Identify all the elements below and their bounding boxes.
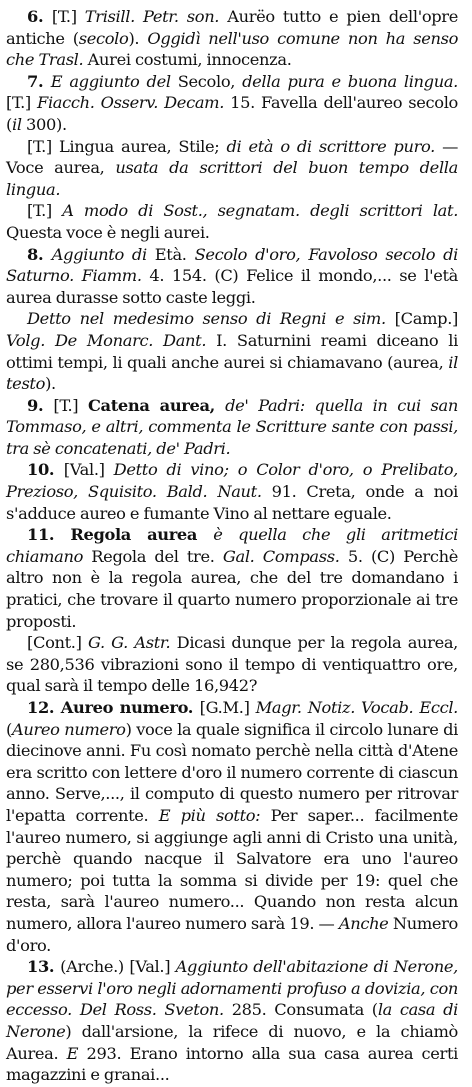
body-text: Dicasi dunque per la regola aurea, se 280,536 vibrazioni sono il tempo di ventiquattro ore, qual sarà il tempo delle 16,942? [6,633,458,696]
italic-text: Detto nel medesimo senso di Regni e sim. [27,309,395,329]
body-text: Aurei costumi, innocenza. [87,50,292,70]
entry-number: 6. [27,7,52,26]
body-text: [Camp.] [394,309,458,329]
headword: Aureo numero. [60,698,200,717]
body-text: 5. (C) Perchè altro non è la regola aurea, che del tre domandano i pratici, che trovare il quarto numero proporzionale ai tre proposti. [6,546,458,631]
body-text: 285. Consumata ( [231,1000,378,1020]
italic-text: secolo [78,28,129,48]
body-text: Aurëo tutto e pien dell'opre antiche ( [6,7,458,48]
entry-paragraph-e11 [6,524,458,632]
body-text: I. Saturnini reami diceano li ottimi tempi, li quali anche aurei si chiamavano (aurea, [6,330,458,372]
entry-number: 8. [27,244,52,264]
headword: Catena aurea, [87,395,226,415]
italic-text: il [12,114,27,134]
body-text: 91. Creta, onde a noi s'adduce aureo e fumante Vino al nettare eguale. [6,482,459,523]
body-text: Secolo, [177,71,243,91]
italic-text: Anche [338,913,393,933]
body-text: 300). [26,114,67,134]
body-text: [G.M.] [199,698,256,717]
italic-text: la casa di Nerone [6,1000,458,1041]
body-text: Età. [154,244,195,264]
body-text: Questa voce è negli aurei. [6,222,210,242]
entry-paragraph-e7c [6,200,458,243]
entry-paragraph-e6 [6,6,458,71]
italic-text: E aggiunto del [50,71,178,91]
italic-text: Oggidì nell'uso comune non ha senso che Trasl. [6,28,459,70]
italic-text: di età o di scrittore puro. [226,136,443,156]
italic-text: Aggiunto di [51,244,155,264]
entry-number: 10. [27,460,64,480]
entry-paragraph-e12 [6,697,458,956]
italic-text: della pura e buona lingua. [242,71,458,91]
italic-text: Secolo d'oro, Favoloso secolo di Saturno. Fiamm. [6,244,459,286]
body-text: Per saper... facilmente l'aureo numero, si aggiunge agli anni di Cristo una unità, perchè quando nacque il Salvatore era uno l'aureo numero; poi tutta la somma si divide per 19: quel che resta, sarà l'aureo numero... Quando non resta alcun numero, allora l'aureo numero sarà 19. — [6,805,458,933]
italic-text: Fiacch. Osserv. Decam. [37,93,231,113]
italic-text: Magr. Notiz. Vocab. Eccl. [255,698,459,717]
entry-paragraph-e11b [6,632,458,697]
body-text: ) voce la quale significa il circolo lunare di diecinove anni. Fu così nomato perchè nella città d'Atene era scritto con lettere d'oro il numero corrente di ciascun anno. Serve,..., il computo di questo numero per ritrovar l'epatta corrente. [6,719,459,825]
entry-paragraph-e10 [6,459,458,524]
body-text: (Arche.) [Val.] [60,957,176,977]
body-text: Numero d'oro. [6,913,458,955]
italic-text: Aggiunto dell'abitazione di Nerone, per esservi l'oro negli adornamenti profuso a dovizia, con eccesso. Del Ross. Sveton. [6,957,458,1020]
entry-paragraph-e9 [6,395,458,460]
entry-number: 12. [27,698,61,717]
body-text: ). [128,28,148,48]
italic-text: A modo di Sost., segnatam. degli scrittori lat. [62,201,459,221]
body-text: 4. 154. (C) Felice il mondo,... se l'età aurea durasse sotto caste leggi. [6,266,458,307]
entry-paragraph-e8 [6,244,458,309]
entry-paragraph-e8b [6,308,458,394]
italic-text: de' Padri: quella in cui san Tommaso, e altri, commenta le Scritture sante con passi, tra sè concatenati, de' Padri. [6,395,458,458]
body-text: Regola del tre. [91,546,223,566]
italic-text: il testo [6,352,458,394]
entry-number: 11. [27,525,71,545]
italic-text: E più sotto: [158,805,271,825]
body-text: ) dall'arsione, la rifece di nuovo, e la chiamò Aurea. [6,1021,458,1063]
body-text: 293. Erano intorno alla sua casa aurea certi magazzini e granai... [6,1043,458,1085]
italic-text: usata da scrittori del buon tempo della lingua. [6,158,458,199]
body-text: ( [6,719,12,739]
italic-text: è quella che gli aritmetici chiamano [6,525,458,566]
body-text: [T.] [51,7,85,26]
italic-text: Detto di vino; o Color d'oro, o Prelibato, Prezioso, Squisito. Bald. Naut. [6,460,458,502]
entry-paragraph-e7b [6,136,458,201]
italic-text: E [66,1043,87,1063]
body-text: — Voce aurea, [6,136,458,178]
body-text: [T.] Lingua aurea, Stile; [27,136,227,156]
italic-text: Volg. De Monarc. Dant. [6,330,217,350]
entry-number: 9. [27,395,54,415]
entry-number: 7. [27,71,51,91]
entry-paragraph-e7 [6,71,458,136]
body-text: [T.] [53,395,88,415]
entry-number: 13. [27,957,61,977]
text-column [6,6,458,1086]
body-text: [T.] [27,201,63,221]
entry-paragraph-e13 [6,956,458,1086]
body-text: ). [45,374,56,394]
body-text: [Cont.] [27,633,88,653]
italic-text: Trisill. Petr. son. [84,7,228,26]
body-text: [Val.] [63,460,114,480]
body-text: [T.] [6,93,38,113]
body-text: 15. Favella dell'aureo secolo ( [6,93,458,134]
italic-text: Gal. Compass. [222,546,348,566]
italic-text: Aureo numero [12,719,126,739]
headword: Regola aurea [70,525,214,545]
italic-text: G. G. Astr. [87,633,177,653]
